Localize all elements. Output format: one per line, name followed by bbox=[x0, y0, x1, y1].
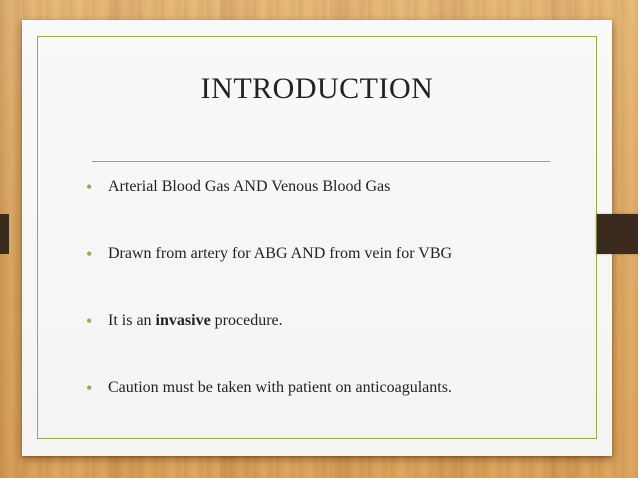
bullet-dot-icon: • bbox=[86, 311, 93, 331]
bullet-dot-icon: • bbox=[86, 244, 93, 264]
right-side-tab bbox=[597, 214, 638, 254]
bullet-dot-icon: • bbox=[86, 378, 93, 398]
title-divider bbox=[92, 161, 550, 162]
bullet-text-after: procedure. bbox=[210, 312, 283, 329]
bullet-item bbox=[86, 244, 452, 311]
bullet-item bbox=[86, 311, 452, 378]
slide bbox=[22, 20, 612, 456]
bullet-item bbox=[86, 378, 452, 445]
bullet-list bbox=[86, 177, 452, 445]
left-side-tab bbox=[0, 214, 9, 254]
bullet-text-emphasis: invasive bbox=[155, 312, 211, 329]
bullet-text: Caution must be taken with patient on anticoagulants. bbox=[108, 379, 452, 396]
bullet-text: Drawn from artery for ABG AND from vein for VBG bbox=[108, 245, 453, 262]
bullet-text: Arterial Blood Gas AND Venous Blood Gas bbox=[108, 178, 391, 195]
slide-title: INTRODUCTION bbox=[200, 72, 434, 105]
bullet-text-before: It is an bbox=[108, 312, 156, 329]
bullet-item bbox=[86, 177, 452, 244]
bullet-dot-icon: • bbox=[86, 177, 93, 197]
